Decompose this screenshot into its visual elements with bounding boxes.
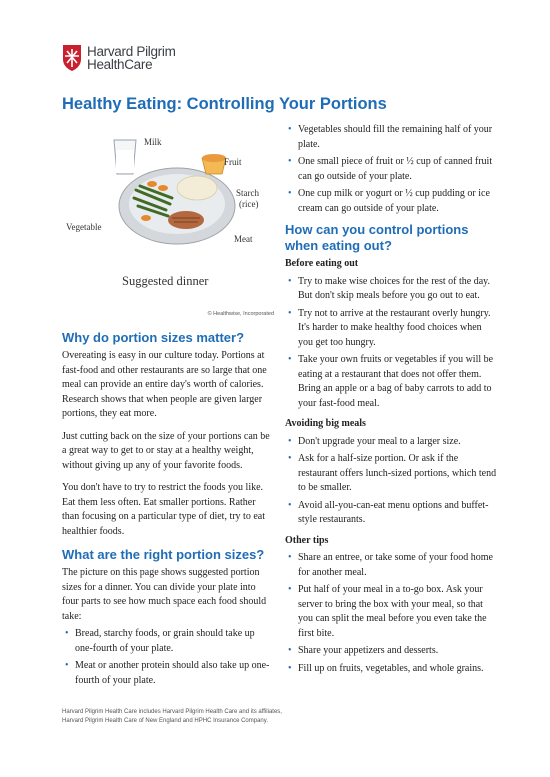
list-item: • Vegetables should fill the remaining half of your plate. <box>285 123 497 152</box>
left-column <box>62 330 274 694</box>
page-title: Healthy Eating: Controlling Your Portions <box>62 95 387 113</box>
section-heading-what: What are the right portion sizes? <box>62 547 265 562</box>
logo-line1: Harvard Pilgrim <box>87 44 176 59</box>
section-heading-why: Why do portion sizes matter? <box>62 330 245 345</box>
bullet-list <box>285 551 497 676</box>
label-vegetable: Vegetable <box>66 222 102 232</box>
list-item: • Bread, starchy foods, or grain should take up one-fourth of your plate. <box>62 627 274 656</box>
paragraph: The picture on this page shows suggested portion sizes for a dinner. You can divide your plate into four parts to see how much space each food should take: <box>62 567 267 622</box>
bullet-list <box>285 435 497 528</box>
list-item: • Share an entree, or take some of your food home for another meal. <box>285 551 497 580</box>
list-item: • Fill up on fruits, vegetables, and whole grains. <box>285 662 497 677</box>
logo <box>62 44 176 72</box>
list-item: • Share your appetizers and desserts. <box>285 644 497 659</box>
list-item: • Try not to arrive at the restaurant overly hungry. It's harder to make healthy food choices when you get too hungry. <box>285 307 497 351</box>
logo-text <box>87 45 176 71</box>
bullet-list <box>62 627 274 688</box>
plate-drawing <box>62 128 280 268</box>
list-item: • Avoid all-you-can-eat menu options and buffet-style restaurants. <box>285 499 497 528</box>
bullet-list <box>285 275 497 412</box>
list-item: • Don't upgrade your meal to a larger size. <box>285 435 497 450</box>
dinner-illustration <box>62 128 280 328</box>
right-column <box>285 123 497 682</box>
list-item: • Ask for a half-size portion. Or ask if the restaurant offers lunch-sized portions, which tend to be smaller. <box>285 452 497 496</box>
subheading-before: Before eating out <box>285 258 359 269</box>
label-milk: Milk <box>144 137 162 147</box>
illustration-copyright: © Healthwise, Incorporated <box>207 311 274 317</box>
bullet-list <box>285 123 497 216</box>
illustration-caption: Suggested dinner <box>122 274 209 288</box>
list-item: • Take your own fruits or vegetables if you will be eating at a restaurant that does not offer them. Bring an apple or a bag of baby carrots to add to your fast-food meal. <box>285 353 497 411</box>
list-item: • Try to make wise choices for the rest of the day. But don't skip meals before you go out to eat. <box>285 275 497 304</box>
label-starch: Starch <box>236 188 259 198</box>
list-item: • One cup milk or yogurt or ½ cup pudding or ice cream can go outside of your plate. <box>285 187 497 216</box>
paragraph: You don't have to try to restrict the foods you like. Eat them less often. Eat smaller portions. Rather than focusing on a particular type of diet, try to eat healthier foods. <box>62 482 265 537</box>
paragraph: Just cutting back on the size of your portions can be a great way to get to or stay at a healthy weight, without giving up any of your favorite foods. <box>62 430 270 471</box>
logo-line2: HealthCare <box>87 57 153 72</box>
list-item: • Meat or another protein should also take up one-fourth of your plate. <box>62 659 274 688</box>
footer-line: Harvard Pilgrim Health Care includes Harvard Pilgrim Health Care and its affiliates, <box>62 709 282 715</box>
subheading-other: Other tips <box>285 534 329 546</box>
list-item: • Put half of your meal in a to-go box. Ask your server to bring the box with your meal, so that you can split the meal before you even take the first bite. <box>285 583 497 641</box>
label-meat: Meat <box>234 234 253 244</box>
subheading-avoiding: Avoiding big meals <box>285 418 366 429</box>
shield-logo-icon <box>62 44 82 72</box>
footer-line: Harvard Pilgrim Health Care of New England and HPHC Insurance Company. <box>62 718 268 724</box>
footer <box>62 708 282 726</box>
label-fruit: Fruit <box>224 157 242 167</box>
label-starch-sub: (rice) <box>239 199 259 209</box>
paragraph: Overeating is easy in our culture today. Portions at fast-food and other restaurants are so large that one meal can provide an entire day's worth of calories. Research shows that when people are given larger portions, they eat more. <box>62 350 267 419</box>
list-item: • One small piece of fruit or ½ cup of canned fruit can go outside of your plate. <box>285 155 497 184</box>
section-heading-eating-out: How can you control portions when eating out? <box>285 222 469 253</box>
